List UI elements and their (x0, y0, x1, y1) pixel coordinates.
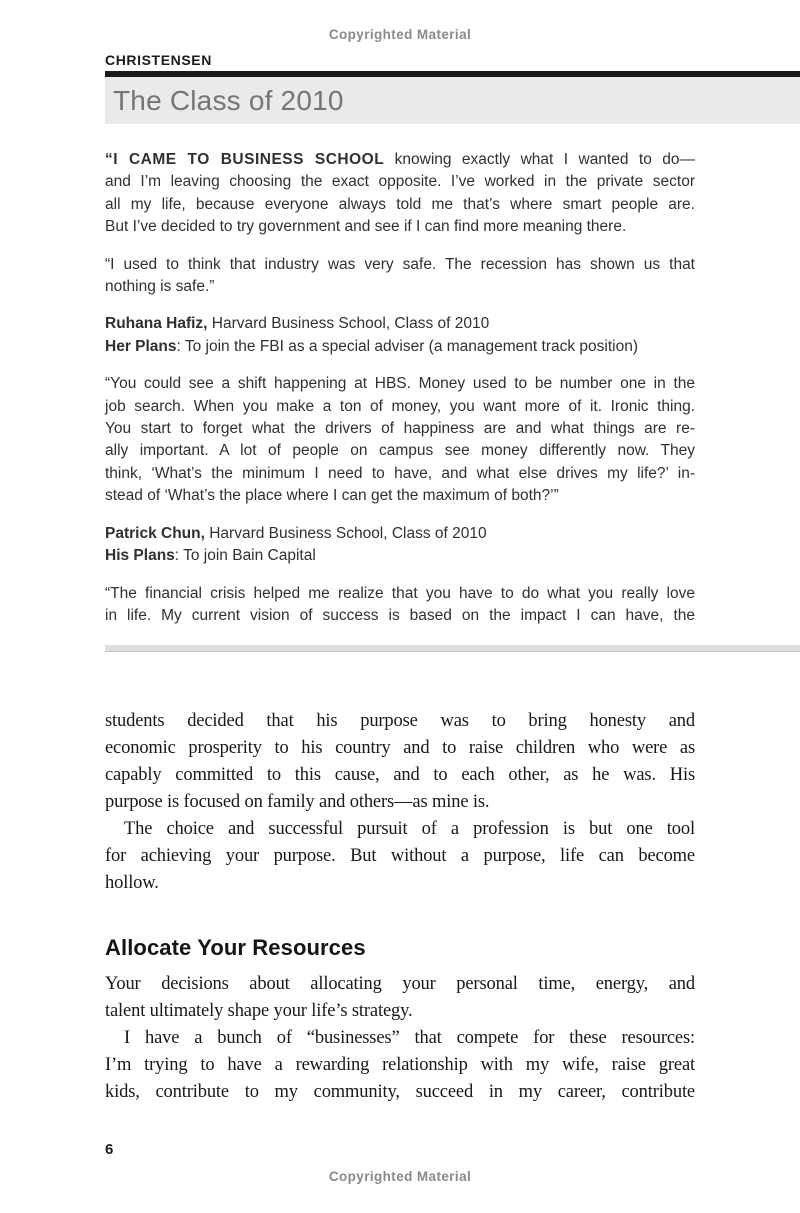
bold-lead-text: Ruhana Hafiz, (105, 315, 208, 333)
text-line: Ruhana Hafiz, Harvard Business School, Class of 2010 (105, 315, 490, 333)
text-line: capably committed to this cause, and to each other, as he was. His (105, 765, 695, 785)
copyright-notice-top: Copyrighted Material (328, 27, 472, 42)
text-line: stead of ‘What’s the place where I can get the maximum of both?’” (105, 487, 559, 505)
paragraph (105, 149, 695, 239)
text-line: job search. When you make a ton of money, you want more of it. Ironic thing. (105, 397, 695, 415)
paragraph (105, 583, 695, 628)
text-line: kids, contribute to my community, succeed in my career, contribute (105, 1082, 695, 1102)
bold-lead-text: Her Plans (105, 337, 177, 355)
text-line: economic prosperity to his country and to raise children who were as (105, 738, 695, 758)
text-line: hollow. (105, 873, 159, 893)
bold-lead-text: His Plans (105, 547, 175, 565)
section-heading: Allocate Your Resources (105, 935, 366, 960)
paragraph (105, 1025, 695, 1106)
text-line: His Plans: To join Bain Capital (105, 547, 316, 565)
text-line: purpose is focused on family and others—as mine is. (105, 792, 490, 812)
bold-lead-text: “I CAME TO BUSINESS SCHOOL (105, 151, 385, 168)
text-line: Her Plans: To join the FBI as a special adviser (a management track position) (105, 337, 639, 355)
paragraph (105, 373, 695, 507)
text-line: But I’ve decided to try government and see if I can find more meaning there. (105, 218, 627, 236)
paragraph (105, 708, 695, 816)
chapter-title: The Class of 2010 (113, 84, 344, 116)
attribution (105, 313, 695, 358)
chapter-banner (105, 77, 800, 124)
copyright-notice-bottom: Copyrighted Material (328, 1169, 472, 1184)
paragraph (105, 971, 695, 1025)
text-line: You start to forget what the drivers of happiness are and what things are re- (105, 420, 695, 438)
page-number: 6 (105, 1141, 114, 1158)
text-line: I have a bunch of “businesses” that compete for these resources: (124, 1028, 695, 1048)
text-line: think, ‘What’s the minimum I need to have, and what else drives my life?’ in- (105, 464, 695, 482)
text-line: all my life, because everyone always told me that’s where smart people are. (105, 195, 695, 213)
text-line: for achieving your purpose. But without a purpose, life can become (105, 846, 695, 866)
text-line: Patrick Chun, Harvard Business School, Class of 2010 (105, 524, 487, 542)
attribution (105, 523, 695, 568)
paragraph (105, 254, 695, 299)
text-line: in life. My current vision of success is based on the impact I can have, the (105, 606, 695, 624)
text-line: The choice and successful pursuit of a profession is but one tool (124, 819, 695, 839)
text-line: and I’m leaving choosing the exact opposite. I’ve worked in the private sector (105, 173, 695, 191)
text-line: Your decisions about allocating your personal time, energy, and (105, 974, 695, 994)
text-line: “I used to think that industry was very safe. The recession has shown us that (105, 255, 695, 273)
text-line: ally important. A lot of people on campus see money differently now. They (105, 442, 695, 460)
text-line: nothing is safe.” (105, 278, 215, 296)
text-line: I’m trying to have a rewarding relationship with my wife, raise great (105, 1055, 695, 1075)
excerpt-section (105, 149, 695, 642)
text-line: “You could see a shift happening at HBS. Money used to be number one in the (105, 375, 695, 393)
section-divider (105, 645, 800, 652)
body-text-section (105, 708, 695, 1106)
text-line: “I CAME TO BUSINESS SCHOOL knowing exactly what I wanted to do— (105, 151, 695, 168)
bold-lead-text: Patrick Chun, (105, 524, 205, 542)
text-line: students decided that his purpose was to bring honesty and (105, 711, 695, 731)
text-line: talent ultimately shape your life’s strategy. (105, 1001, 413, 1021)
running-head-author: CHRISTENSEN (105, 52, 212, 68)
text-line: “The financial crisis helped me realize that you have to do what you really love (105, 584, 695, 602)
paragraph (105, 816, 695, 897)
